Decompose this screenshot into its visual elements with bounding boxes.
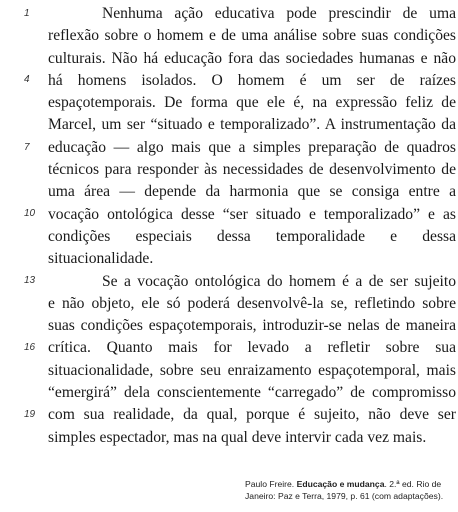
text-line: e não objeto, ele só poderá desenvolvê-la se, refletindo sobre [48,294,456,312]
citation-line-1 [245,478,455,490]
text-line: culturais. Não há educação fora das sociedades humanas e não [48,49,456,67]
text-line: com sua realidade, da qual, porque é sujeito, não deve ser [48,406,456,424]
paragraph-2 [48,271,456,449]
paragraph-1 [48,3,456,271]
text-line: simples espectador, mas na qual deve intervir cada vez mais. [48,428,427,446]
text-line: técnicos para responder às necessidades de desenvolvimento de [48,161,456,179]
text-line: situacionalidade. [48,250,154,268]
citation [245,478,455,502]
citation-details: . 2.ª ed. Rio de [384,479,442,489]
line-number: 16 [24,342,36,353]
line-number: 7 [24,142,30,153]
text-line: Se a vocação ontológica do homem é a de ser sujeito [102,272,456,290]
line-number: 13 [24,275,36,286]
citation-author: Paulo Freire. [245,479,295,489]
text-line: há homens isolados. O homem é um ser de raízes [48,71,456,89]
line-number: 1 [24,8,30,19]
text-line: situacionalidade, sobre seu enraizamento espaçotemporal, mais [48,361,456,379]
text-line: uma área — depende da harmonia que se consiga entre a [48,183,456,201]
citation-line-2: Janeiro: Paz e Terra, 1979, p. 61 (com adaptações). [245,491,444,501]
text-line: Nenhuma ação educativa pode prescindir de uma [102,5,456,22]
text-body [48,0,456,449]
citation-title: Educação e mudança [296,479,385,489]
line-number: 10 [24,208,36,219]
text-line: vocação ontológica desse “ser situado e temporalizado” e as [48,205,456,223]
text-line: espaçotemporais. De forma que ele é, na expressão feliz de [48,94,456,112]
line-number: 19 [24,409,36,420]
text-line: “emergirá” dela conscientemente “carregado” de compromisso [48,384,456,402]
text-line: educação — algo mais que a simples preparação de quadros [48,138,456,156]
text-line: condições especiais dessa temporalidade e dessa [48,227,456,245]
text-line: Marcel, um ser “situado e temporalizado”. A instrumentação da [48,116,456,134]
text-line: reflexão sobre o homem e de uma análise sobre suas condições [48,27,456,45]
text-line: suas condições espaçotemporais, introduzir-se nelas de maneira [48,317,456,335]
text-line: crítica. Quanto mais for levado a refletir sobre sua [48,339,456,357]
line-number: 4 [24,74,30,85]
